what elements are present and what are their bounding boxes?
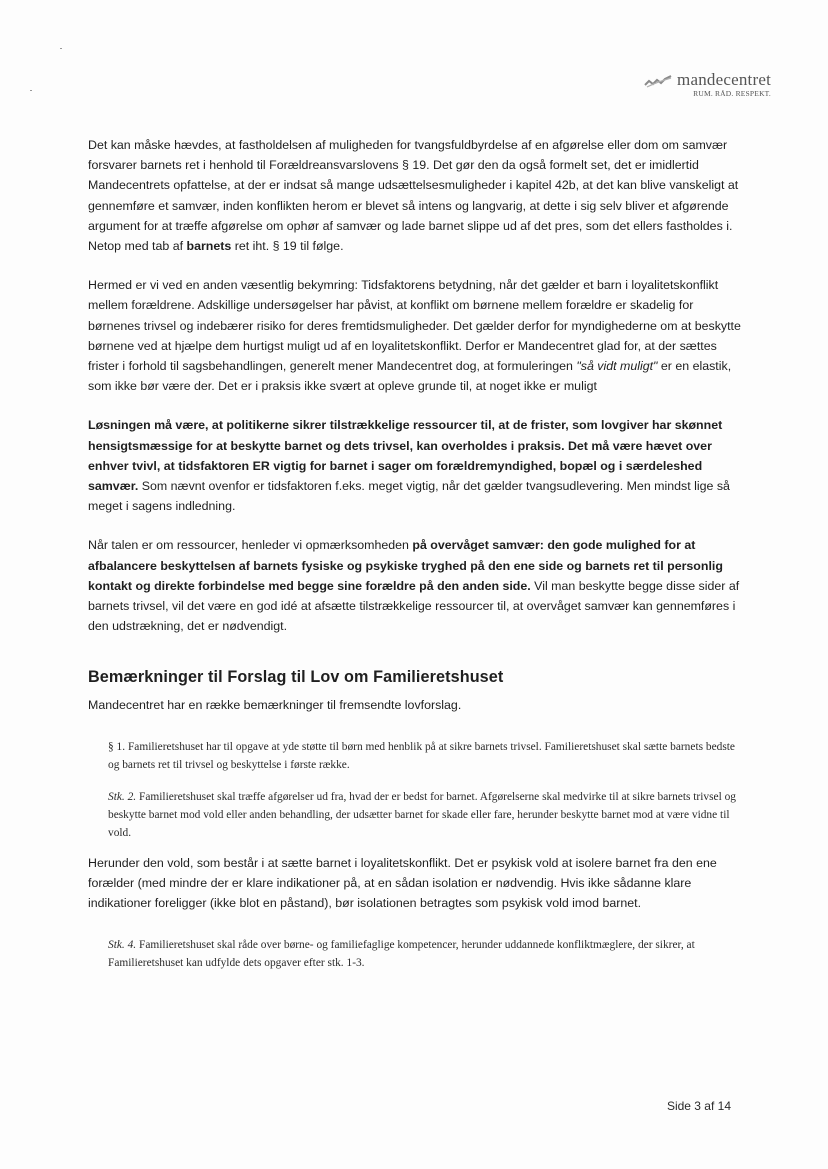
paragraph-4: Når talen er om ressourcer, henleder vi opmærksomheden på overvåget samvær: den gode mulighed for at afbalancere beskyttelsen af barnets fysiske og psykiske tryghed på den ene side og barnets ret til personlig kontakt og direkte forbindelse med begge sine forældre på den anden side. Vil man beskytte begge disse sider af barnets trivsel, vil det være en god idé at afsætte tilstrækkelige ressourcer til, at overvåget samvær kan gennemføres i den udstrækning, det er nødvendigt.	[88, 538, 740, 634]
logo-name: mandecentret	[677, 70, 771, 89]
paragraph-3: Løsningen må være, at politikerne sikrer tilstrækkelige ressourcer til, at de frister, som lovgiver har skønnet hensigtsmæssige for at beskytte barnet og dets trivsel, kan overholdes i praksis. Det må være hævet over enhver tvivl, at tidsfaktoren ER vigtig for barnet i sager om forældremyndighed, bopæl og i særdeleshed samvær. Som nævnt ovenfor er tidsfaktoren f.eks. meget vigtig, når det gælder tvangsudlevering. Men mindst lige så meget i sagens indledning.	[88, 418, 730, 514]
law-quote-section-1: § 1. Familieretshuset har til opgave at yde støtte til børn med henblik på at sikre barnets trivsel. Familieretshuset skal sætte barnets bedste og barnets ret til trivsel og beskyttelse i første række.	[108, 740, 735, 771]
scan-speck	[60, 48, 62, 49]
logo-tagline: RUM. RÅD. RESPEKT.	[693, 89, 771, 98]
section-intro: Mandecentret har en række bemærkninger til fremsendte lovforslag.	[88, 698, 462, 713]
page-content	[88, 135, 743, 972]
law-quote-stk-2: Stk. 2. Familieretshuset skal træffe afgørelser ud fra, hvad der er bedst for barnet. Afgørelserne skal medvirke til at sikre barnets trivsel og beskytte barnet mod vold eller anden behandling, der udsætter barnet for skade eller fare, herunder beskytte barnet mod at være vidne til vold.	[108, 790, 736, 839]
page-number: Side 3 af 14	[666, 1099, 731, 1113]
section-heading: Bemærkninger til Forslag til Lov om Familieretshuset	[88, 668, 504, 687]
paragraph-1: Det kan måske hævdes, at fastholdelsen af muligheden for tvangsfuldbyrdelse af en afgørelse eller dom om samvær forsvarer barnets ret i henhold til Forældreansvarslovens § 19. Det gør den da også formelt set, det er imidlertid Mandecentrets opfattelse, at der er indsat så mange udsættelsesmuligheder i kapitel 42b, at det kan blive vanskeligt at gennemføre et samvær, inden konflikten herom er blevet så intens og langvarig, at dette i sig selv bliver et afgørende argument for at træffe afgørelse om ophør af samvær og lade barnet slippe ud af det pres, som det ellers fastholdes i. Netop med tab af barnets ret iht. § 19 til følge.	[88, 138, 739, 254]
logo	[643, 72, 771, 98]
paragraph-after-law: Herunder den vold, som består i at sætte barnet i loyalitetskonflikt. Det er psykisk vold at isolere barnet fra den ene forælder (med mindre der er klare indikationer på, at en sådan isolation er nødvendig. Hvis ikke sådanne klare indikationer foreligger (ikke blot en påstand), bør isolationen betragtes som psykisk vold imod barnet.	[88, 855, 717, 911]
law-quote-stk-4: Stk. 4. Familieretshuset skal råde over børne- og familiefaglige kompetencer, herunder uddannede konfliktmæglere, der sikrer, at Familieretshuset kan udfylde dets opgaver efter stk. 1-3.	[108, 939, 695, 970]
logo-swoosh-icon	[643, 74, 673, 88]
paragraph-2: Hermed er vi ved en anden væsentlig bekymring: Tidsfaktorens betydning, når det gælder et barn i loyalitetskonflikt mellem forældrene. Adskillige undersøgelser har påvist, at konflikt om børnene mellem forældre er skadelig for børnenes trivsel og indebærer risiko for deres fremtidsmuligheder. Det gælder derfor for myndighederne om at beskytte børnene ved at hjælpe dem hurtigst muligt ud af en loyalitetskonflikt. Derfor er Mandecentret glad for, at der sættes frister i forhold til sagsbehandlingen, generelt mener Mandecentret dog, at formuleringen "så vidt muligt" er en elastik, som ikke bør være der. Det er i praksis ikke svært at opleve grunde til, at noget ikke er muligt	[88, 278, 741, 394]
scan-speck	[30, 90, 32, 91]
